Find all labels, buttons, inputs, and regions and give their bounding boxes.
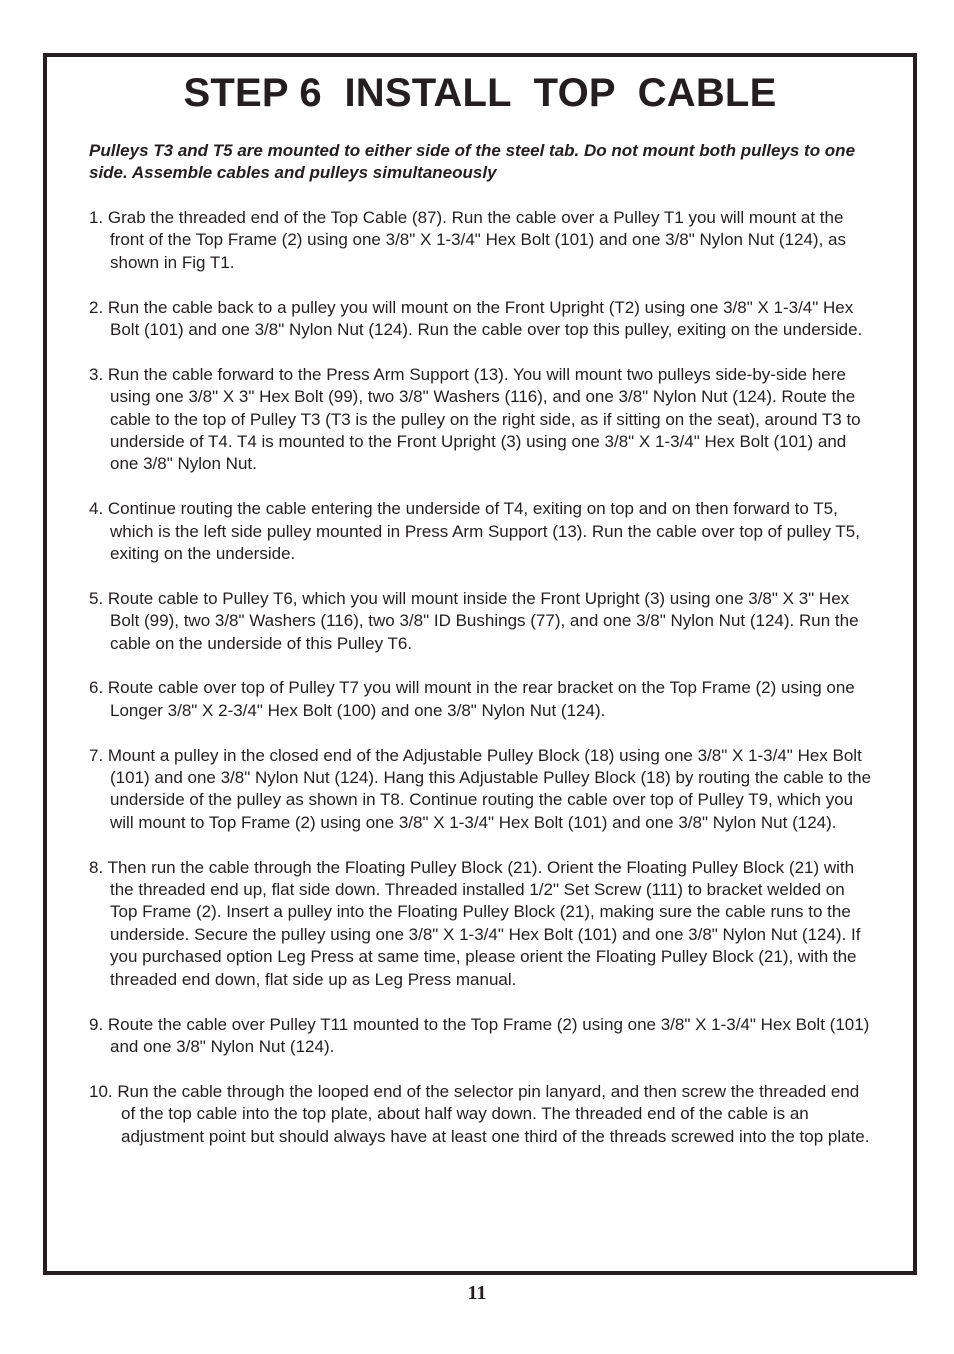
step-4: 4. Continue routing the cable entering the underside of T4, exiting on top and on then forward to T5, which is the left side pulley mounted in Press Arm Support (13). Run the cable over top of pulley T5, exiting on the underside. xyxy=(89,499,860,564)
step-5: 5. Route cable to Pulley T6, which you will mount inside the Front Upright (3) using one 3/8" X 3" Hex Bolt (99), two 3/8" Washers (116), two 3/8" ID Bushings (77), and one 3/8" Nylon Nut (124). Run the cable on the underside of this Pulley T6. xyxy=(89,588,859,653)
step-6: 6. Route cable over top of Pulley T7 you will mount in the rear bracket on the Top Frame (2) using one Longer 3/8" X 2-3/4" Hex Bolt (100) and one 3/8" Nylon Nut (124). xyxy=(89,678,855,720)
step-9: 9. Route the cable over Pulley T11 mounted to the Top Frame (2) using one 3/8" X 1-3/4" Hex Bolt (101) and one 3/8" Nylon Nut (124). xyxy=(89,1014,870,1056)
page-number: 11 xyxy=(467,1282,487,1304)
page-border xyxy=(43,53,917,1275)
step-10: 10. Run the cable through the looped end of the selector pin lanyard, and then screw the threaded end of the top cable into the top plate, about half way down. The threaded end of the cable is an adjustment point but should always have at least one third of the threads screwed into the top plate. xyxy=(89,1081,870,1146)
step-3: 3. Run the cable forward to the Press Arm Support (13). You will mount two pulleys side-by-side here using one 3/8" X 3" Hex Bolt (99), two 3/8" Washers (116), and one 3/8" Nylon Nut (124). Route the cable to the top of Pulley T3 (T3 is the pulley on the right side, as if sitting on the seat), around T3 to underside of T4. T4 is mounted to the Front Upright (3) using one 3/8" X 1-3/4" Hex Bolt (101) and one 3/8" Nylon Nut. xyxy=(89,364,861,474)
step-8: 8. Then run the cable through the Floating Pulley Block (21). Orient the Floating Pulley Block (21) with the threaded end up, flat side down. Threaded installed 1/2" Set Screw (111) to bracket welded on Top Frame (2). Insert a pulley into the Floating Pulley Block (21), making sure the cable runs to the underside. Secure the pulley using one 3/8" X 1-3/4" Hex Bolt (101) and one 3/8" Nylon Nut (124). If you purchased option Leg Press at same time, please orient the Floating Pulley Block (21), with the threaded end down, flat side up as Leg Press manual. xyxy=(89,857,861,989)
step-2: 2. Run the cable back to a pulley you will mount on the Front Upright (T2) using one 3/8" X 1-3/4" Hex Bolt (101) and one 3/8" Nylon Nut (124). Run the cable over top this pulley, exiting on the underside. xyxy=(89,297,863,340)
page-title: STEP 6 INSTALL TOP CABLE xyxy=(183,71,777,115)
intro-note: Pulleys T3 and T5 are mounted to either side of the steel tab. Do not mount both pulleys to one side. Assemble cables and pulleys simultaneously xyxy=(89,141,856,183)
step-7: 7. Mount a pulley in the closed end of the Adjustable Pulley Block (18) using one 3/8" X 1-3/4" Hex Bolt (101) and one 3/8" Nylon Nut (124). Hang this Adjustable Pulley Block (18) by routing the cable to the underside of the pulley as shown in T8. Continue routing the cable over top of Pulley T9, which you will mount to Top Frame (2) using one 3/8" X 1-3/4" Hex Bolt (101) and one 3/8" Nylon Nut (124). xyxy=(89,745,872,832)
step-1: 1. Grab the threaded end of the Top Cable (87). Run the cable over a Pulley T1 you will mount at the front of the Top Frame (2) using one 3/8" X 1-3/4" Hex Bolt (101) and one 3/8" Nylon Nut (124), as shown in Fig T1. xyxy=(89,208,846,272)
instruction-steps xyxy=(89,207,875,1170)
